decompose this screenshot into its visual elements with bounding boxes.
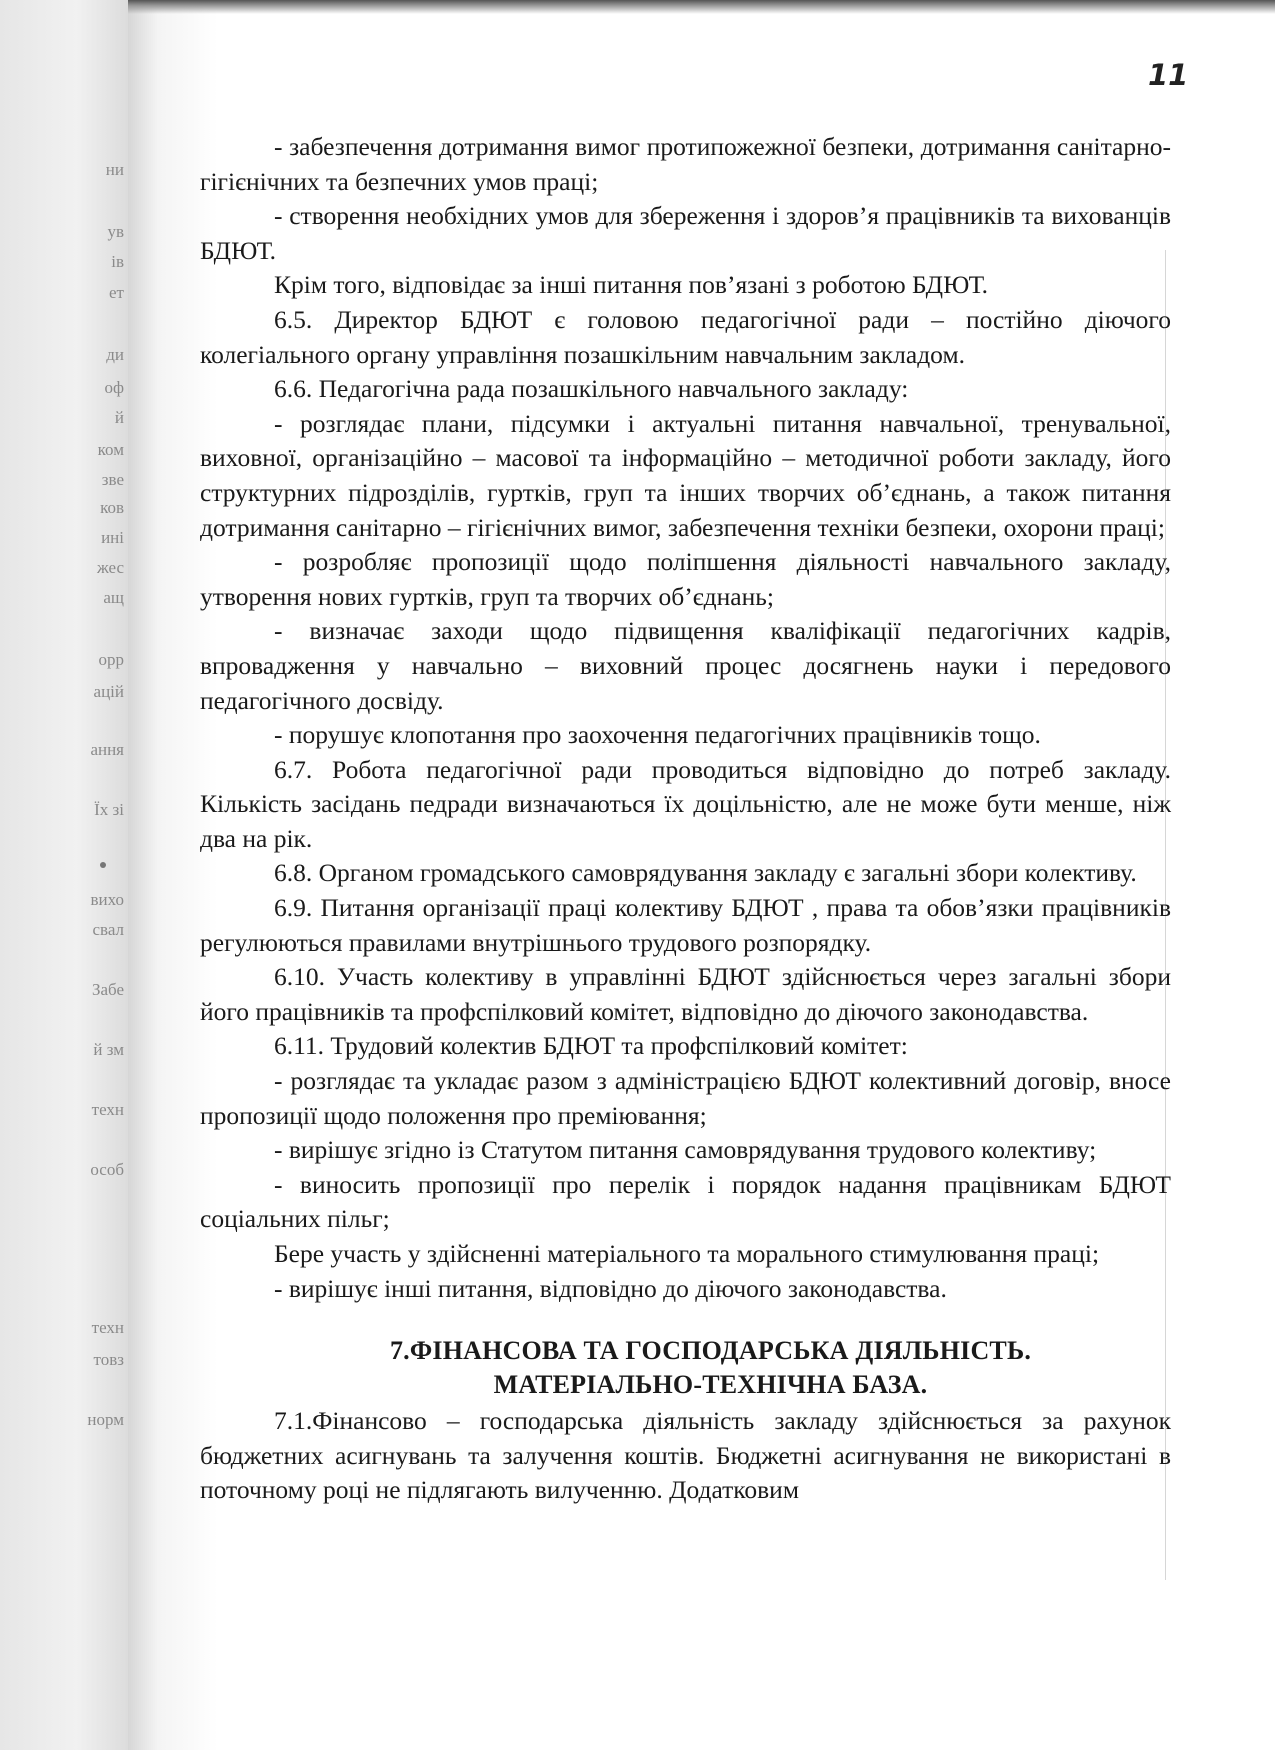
document-body bbox=[200, 130, 1171, 1508]
paragraph: - виносить пропозиції про перелік і порядок надання працівникам БДЮТ соціальних пільг; bbox=[200, 1169, 1171, 1234]
paragraph: 6.6. Педагогічна рада позашкільного навчального закладу: bbox=[274, 374, 909, 404]
section-heading-line-2: МАТЕРІАЛЬНО-ТЕХНІЧНА БАЗА. bbox=[493, 1370, 928, 1400]
margin-text-fragment: жес bbox=[96, 558, 124, 577]
paragraph: - розробляє пропозиції щодо поліпшення діяльності навчального закладу, утворення нових гуртків, груп та творчих об’єднань; bbox=[200, 547, 1171, 611]
margin-text-fragment: ання bbox=[90, 740, 124, 759]
paragraph: - визначає заходи щодо підвищення кваліфікації педагогічних кадрів, впровадження у навчально – виховний процес досягнень науки і передового педагогічного досвіду. bbox=[200, 616, 1171, 715]
margin-text-fragment: свал bbox=[92, 920, 124, 939]
margin-text-fragment: оф bbox=[104, 378, 124, 397]
scan-top-edge bbox=[128, 0, 1275, 14]
margin-text-fragment: й bbox=[114, 408, 124, 427]
paragraph: 6.5. Директор БДЮТ є головою педагогічної ради – постійно діючого колегіального органу управління позашкільним навчальним закладом. bbox=[200, 304, 1171, 369]
margin-text-fragment: ди bbox=[106, 345, 124, 364]
margin-text-fragment: ув bbox=[107, 222, 124, 241]
margin-text-fragment: ащ bbox=[103, 588, 124, 607]
margin-text-fragment: й зм bbox=[93, 1040, 124, 1059]
paragraph: - створення необхідних умов для збереження і здоров’я працівників та вихованців БДЮТ. bbox=[200, 201, 1171, 265]
section-heading-line-1: 7.ФІНАНСОВА ТА ГОСПОДАРСЬКА ДІЯЛЬНІСТЬ. bbox=[389, 1336, 1032, 1366]
margin-text-fragment: ком bbox=[97, 440, 124, 459]
paragraph: - забезпечення дотримання вимог протипожежної безпеки, дотримання санітарно-гігієнічних та безпечних умов праці; bbox=[200, 132, 1171, 196]
margin-text-fragment: техн bbox=[91, 1100, 124, 1119]
page-number: 11 bbox=[1148, 58, 1189, 92]
previous-page-edge bbox=[0, 0, 128, 1750]
paragraph: 6.8. Органом громадського самоврядування закладу є загальні збори колективу. bbox=[274, 858, 1137, 888]
margin-text-fragment: ет bbox=[109, 283, 124, 302]
section-heading bbox=[200, 1334, 1171, 1402]
margin-text-fragment: товз bbox=[93, 1350, 124, 1369]
margin-text-fragment: Їх зі bbox=[94, 800, 124, 819]
margin-dot bbox=[100, 862, 106, 868]
paragraph: - розглядає плани, підсумки і актуальні питання навчальної, тренувальної, виховної, організаційно – масової та інформаційно – методичної роботи закладу, його структурних підрозділів, гуртків, груп та інших творчих об’єднань, а також питання дотримання санітарно – гігієнічних вимог, забезпечення техніки безпеки, охорони праці; bbox=[200, 408, 1171, 542]
margin-text-fragment: ни bbox=[105, 160, 124, 179]
paragraph: - вирішує згідно із Статутом питання самоврядування трудового колективу; bbox=[274, 1135, 1097, 1165]
paragraph: 6.11. Трудовий колектив БДЮТ та профспілковий комітет: bbox=[274, 1031, 908, 1061]
margin-text-fragment: орр bbox=[98, 650, 124, 669]
closing-paragraph: 7.1.Фінансово – господарська діяльність закладу здійснюється за рахунок бюджетних асигнувань та залучення коштів. Бюджетні асигнування не використані в поточному році не підлягають вилученню. Додатковим bbox=[200, 1406, 1171, 1505]
margin-text-fragment: вихо bbox=[90, 890, 124, 909]
paragraph: - розглядає та укладає разом з адміністрацією БДЮТ колективний договір, вносе пропозиції щодо положення про преміювання; bbox=[200, 1066, 1171, 1130]
margin-text-fragment: Забе bbox=[91, 980, 124, 999]
paragraph: Бере участь у здійсненні матеріального та морального стимулювання праці; bbox=[274, 1239, 1100, 1268]
paragraph: - порушує клопотання про заохочення педагогічних працівників тощо. bbox=[274, 720, 1041, 750]
margin-text-fragment: норм bbox=[87, 1410, 124, 1429]
paragraph-list bbox=[200, 130, 1171, 1306]
paragraph: - вирішує інші питання, відповідно до діючого законодавства. bbox=[274, 1273, 947, 1303]
margin-text-fragment: ацій bbox=[93, 682, 124, 701]
margin-text-fragment: особ bbox=[90, 1160, 124, 1179]
paragraph: 6.7. Робота педагогічної ради проводиться відповідно до потреб закладу. Кількість засідань педради визначаються їх доцільністю, але не може бути менше, ніж два на рік. bbox=[200, 754, 1171, 853]
margin-text-fragment: ів bbox=[111, 252, 124, 271]
paragraph: 6.10. Участь колективу в управлінні БДЮТ здійснюється через загальні збори його працівників та профспілковий комітет, відповідно до діючого законодавства. bbox=[200, 962, 1171, 1026]
document-page bbox=[128, 0, 1275, 1750]
margin-text-fragment: техн bbox=[91, 1318, 124, 1337]
margin-text-fragment: зве bbox=[101, 470, 124, 489]
margin-text-fragment: ков bbox=[100, 498, 124, 517]
margin-text-fragment: ині bbox=[101, 528, 124, 547]
paragraph: 6.9. Питання організації праці колективу БДЮТ , права та обов’язки працівників регулюються правилами внутрішнього трудового розпорядку. bbox=[200, 893, 1171, 957]
paragraph: Крім того, відповідає за інші питання пов’язані з роботою БДЮТ. bbox=[274, 270, 989, 300]
